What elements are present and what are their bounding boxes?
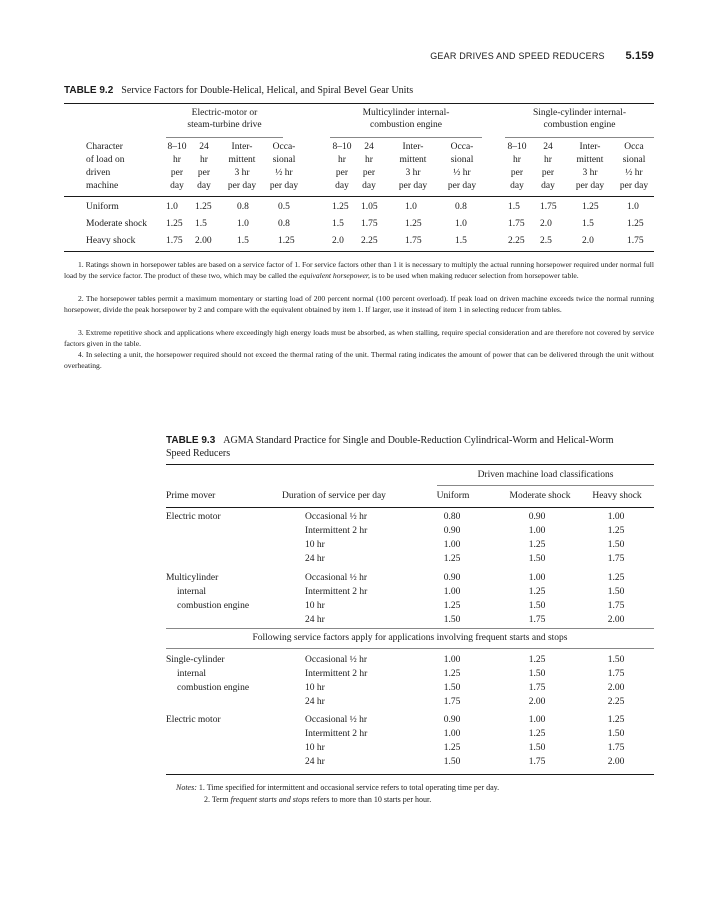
column-subheading: per day <box>619 181 649 191</box>
table-cell: 1.25 <box>528 540 546 550</box>
column-subheading: Occa <box>624 142 644 152</box>
table-cell: 1.25 <box>195 202 212 212</box>
column-subheading: Occa- <box>272 142 296 152</box>
column-subheading: hr <box>544 155 552 165</box>
duration-label: Intermittent 2 hr <box>305 587 368 597</box>
table-cell: 2.25 <box>508 236 525 246</box>
table-cell: 1.50 <box>528 669 546 679</box>
column-subheading: mittent <box>228 155 256 165</box>
row-label: Heavy shock <box>86 236 136 246</box>
table-cell: 1.75 <box>607 554 625 564</box>
col-head-duration: Duration of service per day <box>282 491 386 501</box>
table-9-2-title: Service Factors for Double-Helical, Helical, and Spiral Bevel Gear Units <box>121 85 414 96</box>
duration-label: Occasional ½ hr <box>305 573 367 583</box>
group-rule <box>505 137 654 138</box>
column-subheading: 8–10 <box>332 142 352 152</box>
table-9-2-note-2: 2. The horsepower tables permit a maximum momentary or starting load of 200 percent normal (100 percent overload). If peak load on driven machine exceeds twice the normal running horsepower, divide the peak horsepower by 2 and compare with the equivalent obtained by item 1. If larger, use it instead of item 1 in selecting reducer from tables. <box>64 294 654 314</box>
row-label: Uniform <box>86 202 119 212</box>
table-cell: 1.25 <box>582 202 599 212</box>
table-cell: 1.50 <box>607 587 625 597</box>
table-cell: 1.75 <box>528 615 546 625</box>
column-subheading: per <box>362 168 376 178</box>
duration-label: 10 hr <box>305 683 325 693</box>
duration-label: 24 hr <box>305 554 325 564</box>
table-9-3-bottom-rule <box>166 774 654 775</box>
column-subheading: Inter- <box>402 142 424 152</box>
column-subheading: day <box>362 181 376 191</box>
table-cell: 1.25 <box>278 236 295 246</box>
table-cell: 1.25 <box>443 743 461 753</box>
column-subheading: 3 hr <box>582 168 598 178</box>
column-subheading: day <box>170 181 184 191</box>
duration-label: 10 hr <box>305 601 325 611</box>
column-subheading: per <box>197 168 211 178</box>
group-heading: Electric-motor or <box>191 108 258 118</box>
duration-label: 10 hr <box>305 743 325 753</box>
row-header-label: driven <box>86 168 111 178</box>
column-subheading: day <box>197 181 211 191</box>
column-subheading: per day <box>227 181 257 191</box>
table-cell: 1.75 <box>607 743 625 753</box>
duration-label: 10 hr <box>305 540 325 550</box>
duration-label: Intermittent 2 hr <box>305 526 368 536</box>
table-cell: 1.25 <box>332 202 349 212</box>
table-cell: 1.00 <box>528 526 546 536</box>
table-cell: 1.75 <box>508 219 525 229</box>
column-subheading: 3 hr <box>234 168 250 178</box>
table-cell: 1.5 <box>237 236 249 246</box>
table-cell: 2.25 <box>361 236 378 246</box>
column-subheading: mittent <box>576 155 604 165</box>
table-cell: 1.25 <box>405 219 422 229</box>
table-9-3-group-head: Driven machine load classifications <box>477 470 614 480</box>
table-cell: 1.00 <box>443 729 461 739</box>
table-cell: 1.25 <box>443 601 461 611</box>
table-cell: 1.00 <box>528 573 546 583</box>
table-9-2-note-4: 4. In selecting a unit, the horsepower required should not exceed the thermal rating of the unit. Thermal rating indicates the amount of power that can be delivered through the unit without overheating. <box>64 350 654 370</box>
prime-mover-label: Electric motor <box>166 715 221 725</box>
duration-label: 24 hr <box>305 697 325 707</box>
group-heading: Single-cylinder internal- <box>532 108 627 118</box>
table-cell: 0.90 <box>443 573 461 583</box>
table-cell: 2.0 <box>332 236 344 246</box>
table-cell: 2.00 <box>607 615 625 625</box>
col-head-prime-mover: Prime mover <box>166 491 216 501</box>
column-subheading: Inter- <box>579 142 601 152</box>
table-9-3-header-rule <box>166 507 654 508</box>
table-9-3-note-1: Notes: 1. Time specified for intermittent and occasional service refers to total operating time per day. <box>176 783 500 792</box>
table-cell: 1.50 <box>528 601 546 611</box>
prime-mover-label: internal <box>177 669 207 679</box>
table-cell: 1.25 <box>607 715 625 725</box>
table-cell: 1.25 <box>443 669 461 679</box>
table-cell: 2.0 <box>540 219 552 229</box>
column-subheading: 24 <box>199 142 209 152</box>
table-cell: 1.75 <box>528 757 546 767</box>
table-9-3-frequent-note: Following service factors apply for applications involving frequent starts and stops <box>252 633 568 643</box>
column-subheading: per day <box>447 181 477 191</box>
table-cell: 1.05 <box>361 202 378 212</box>
row-header-label: machine <box>86 181 119 191</box>
table-cell: 1.00 <box>528 715 546 725</box>
table-9-3-title-line2: Speed Reducers <box>166 448 231 459</box>
table-cell: 1.0 <box>405 202 417 212</box>
table-9-3-top-rule <box>166 464 654 465</box>
column-subheading: hr <box>338 155 346 165</box>
table-cell: 1.5 <box>195 219 207 229</box>
table-cell: 1.0 <box>237 219 249 229</box>
table-cell: 1.75 <box>540 202 557 212</box>
table-cell: 1.25 <box>166 219 183 229</box>
column-subheading: per <box>510 168 524 178</box>
table-cell: 1.75 <box>627 236 644 246</box>
running-title: GEAR DRIVES AND SPEED REDUCERS <box>430 51 605 61</box>
table-cell: 1.50 <box>443 615 461 625</box>
duration-label: Occasional ½ hr <box>305 655 367 665</box>
table-cell: 0.90 <box>443 715 461 725</box>
table-cell: 0.5 <box>278 202 290 212</box>
row-header-label: Character <box>86 142 123 152</box>
table-9-3-mid-rule-bottom <box>166 648 654 649</box>
column-subheading: ½ hr <box>275 168 293 178</box>
table-cell: 1.25 <box>528 655 546 665</box>
table-cell: 1.25 <box>443 554 461 564</box>
table-cell: 1.5 <box>582 219 594 229</box>
column-subheading: day <box>541 181 555 191</box>
table-9-3-note-2: 2. Term frequent starts and stops refers to more than 10 starts per hour. <box>204 795 432 804</box>
table-cell: 1.00 <box>443 587 461 597</box>
column-subheading: mittent <box>399 155 427 165</box>
prime-mover-label: Multicylinder <box>166 573 219 583</box>
table-cell: 2.00 <box>195 236 212 246</box>
column-subheading: ½ hr <box>453 168 471 178</box>
group-heading: combustion engine <box>369 120 443 130</box>
table-cell: 1.50 <box>528 554 546 564</box>
column-subheading: day <box>510 181 524 191</box>
table-cell: 1.5 <box>332 219 344 229</box>
col-head-uniform: Uniform <box>436 491 470 501</box>
group-heading: Multicylinder internal- <box>362 108 450 118</box>
prime-mover-label: Single-cylinder <box>166 655 225 665</box>
column-subheading: 24 <box>543 142 553 152</box>
group-rule <box>166 137 283 138</box>
column-subheading: 24 <box>364 142 374 152</box>
table-9-3-title-line1: AGMA Standard Practice for Single and Double-Reduction Cylindrical-Worm and Helical-Worm <box>223 435 614 446</box>
group-heading: combustion engine <box>543 120 616 130</box>
column-subheading: sional <box>622 155 646 165</box>
duration-label: 24 hr <box>305 615 325 625</box>
table-cell: 1.75 <box>607 669 625 679</box>
group-rule <box>330 137 482 138</box>
column-subheading: ½ hr <box>625 168 643 178</box>
table-9-2-top-rule <box>64 103 654 104</box>
column-subheading: per <box>335 168 349 178</box>
row-header-label: of load on <box>86 155 125 165</box>
table-cell: 1.50 <box>443 683 461 693</box>
duration-label: 24 hr <box>305 757 325 767</box>
table-cell: 2.5 <box>540 236 552 246</box>
table-cell: 1.50 <box>443 757 461 767</box>
table-cell: 1.25 <box>528 729 546 739</box>
table-9-3-label: TABLE 9.3 <box>166 435 216 446</box>
table-cell: 2.0 <box>582 236 594 246</box>
table-9-2-bottom-rule <box>64 251 654 252</box>
table-9-2-label: TABLE 9.2 <box>64 85 114 96</box>
table-cell: 1.25 <box>607 573 625 583</box>
table-cell: 1.5 <box>508 202 520 212</box>
group-heading: steam-turbine drive <box>187 120 262 130</box>
prime-mover-label: combustion engine <box>177 601 250 611</box>
duration-label: Occasional ½ hr <box>305 512 367 522</box>
duration-label: Intermittent 2 hr <box>305 729 368 739</box>
table-cell: 1.00 <box>443 540 461 550</box>
column-subheading: per day <box>575 181 605 191</box>
table-cell: 1.0 <box>627 202 639 212</box>
table-cell: 1.00 <box>607 512 625 522</box>
table-cell: 0.8 <box>237 202 249 212</box>
table-cell: 1.25 <box>528 587 546 597</box>
table-cell: 1.0 <box>166 202 178 212</box>
prime-mover-label: combustion engine <box>177 683 250 693</box>
table-cell: 1.75 <box>166 236 183 246</box>
table-cell: 1.25 <box>627 219 644 229</box>
table-9-3-group-rule <box>437 485 654 486</box>
table-cell: 1.50 <box>528 743 546 753</box>
table-cell: 1.75 <box>361 219 378 229</box>
column-subheading: hr <box>513 155 521 165</box>
table-cell: 1.0 <box>455 219 467 229</box>
table-cell: 1.50 <box>607 729 625 739</box>
table-cell: 2.00 <box>607 683 625 693</box>
duration-label: Occasional ½ hr <box>305 715 367 725</box>
col-head-moderate: Moderate shock <box>509 491 571 501</box>
table-cell: 1.75 <box>443 697 461 707</box>
column-subheading: per day <box>398 181 428 191</box>
prime-mover-label: Electric motor <box>166 512 221 522</box>
column-subheading: 8–10 <box>167 142 187 152</box>
table-9-2-note-1: 1. Ratings shown in horsepower tables are based on a service factor of 1. For service factors other than 1 it is necessary to multiply the actual running horsepower required under normal full load by the service factor. The product of these two, which may be called the equivalent horsepower, is to be used when making reducer selection from horsepower table. <box>64 260 654 280</box>
column-subheading: Inter- <box>231 142 253 152</box>
column-subheading: sional <box>450 155 474 165</box>
column-subheading: hr <box>173 155 181 165</box>
table-9-3-caption <box>166 434 656 460</box>
page-header <box>0 50 654 62</box>
column-subheading: per <box>541 168 555 178</box>
row-label: Moderate shock <box>86 219 147 229</box>
table-cell: 1.25 <box>607 526 625 536</box>
page-number: 5.159 <box>625 50 654 62</box>
table-cell: 0.80 <box>443 512 461 522</box>
table-cell: 1.00 <box>443 655 461 665</box>
table-cell: 1.50 <box>607 540 625 550</box>
column-subheading: Occa- <box>450 142 474 152</box>
table-cell: 2.00 <box>528 697 546 707</box>
table-cell: 1.50 <box>607 655 625 665</box>
column-subheading: 8–10 <box>507 142 527 152</box>
table-cell: 2.25 <box>607 697 625 707</box>
column-subheading: hr <box>365 155 373 165</box>
table-cell: 0.90 <box>528 512 546 522</box>
table-cell: 1.75 <box>607 601 625 611</box>
column-subheading: hr <box>200 155 208 165</box>
prime-mover-label: internal <box>177 587 207 597</box>
table-cell: 0.8 <box>455 202 467 212</box>
table-cell: 0.90 <box>443 526 461 536</box>
col-head-heavy: Heavy shock <box>592 491 642 501</box>
table-9-2-note-3: 3. Extreme repetitive shock and applications where exceedingly high energy loads must be absorbed, as when stalling, require special consideration and are therefore not covered by service factors given in the table. <box>64 328 654 348</box>
column-subheading: 3 hr <box>405 168 421 178</box>
table-cell: 1.75 <box>405 236 422 246</box>
column-subheading: day <box>335 181 349 191</box>
column-subheading: sional <box>272 155 296 165</box>
column-subheading: per day <box>269 181 299 191</box>
column-subheading: per <box>170 168 184 178</box>
table-9-2-caption <box>64 84 413 97</box>
table-9-2-header-rule <box>64 196 654 197</box>
duration-label: Intermittent 2 hr <box>305 669 368 679</box>
table-cell: 2.00 <box>607 757 625 767</box>
table-cell: 1.75 <box>528 683 546 693</box>
table-cell: 0.8 <box>278 219 290 229</box>
table-9-3-mid-rule-top <box>166 628 654 629</box>
table-cell: 1.5 <box>455 236 467 246</box>
